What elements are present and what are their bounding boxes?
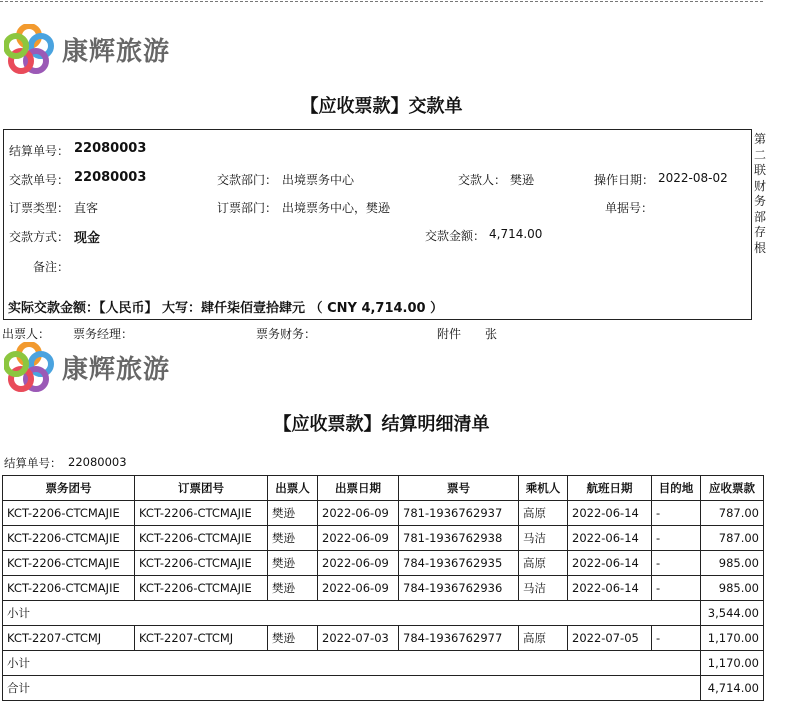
settle-no: 22080003 [74,141,147,156]
copy-label: 第二联财务部存根 [754,132,767,255]
subtotal-row [3,676,764,701]
receipt-no-label: 单据号： [605,201,654,215]
actual-amount: 实际交款金额：【人民币】 大写：肆仟柒佰壹拾肆元 （ CNY 4,714.00 ） [8,301,444,316]
table-cell: KCT-2206-CTCMAJIE [3,551,135,576]
pay-no-label: 交款单号： [9,173,70,187]
payer-label: 交款人： [458,173,507,187]
payer: 樊逊 [510,173,535,187]
table-row [3,551,764,576]
col-header: 目的地 [652,476,701,501]
table-cell: 787.00 [701,501,764,526]
table-cell: KCT-2206-CTCMAJIE [135,576,268,601]
table-cell: 樊逊 [268,551,318,576]
table-cell: 高原 [519,551,568,576]
subtotal-row [3,651,764,676]
table-cell: 樊逊 [268,576,318,601]
table-cell: KCT-2207-CTCMJ [135,626,268,651]
pay-no: 22080003 [74,170,147,185]
table-cell: 2022-06-09 [318,501,399,526]
op-date-label: 操作日期： [594,173,655,187]
pay-method-label: 交款方式： [9,230,70,244]
table-cell: 2022-06-09 [318,551,399,576]
table-row [3,576,764,601]
company-logo [4,24,170,74]
flower-logo-icon [4,342,54,392]
subtotal-value: 1,170.00 [701,651,764,676]
order-type: 直客 [74,201,99,215]
table-cell: 樊逊 [268,501,318,526]
table-cell: 樊逊 [268,626,318,651]
table-cell: 2022-06-14 [568,501,652,526]
remark-label: 备注： [33,260,70,274]
order-dept-label: 订票部门： [217,201,278,215]
table-cell: - [652,551,701,576]
table-row [3,626,764,651]
subtotal-row [3,601,764,626]
col-header: 出票人 [268,476,318,501]
table-cell: - [652,626,701,651]
table-cell: 784-1936762936 [399,576,519,601]
settlement-table [2,475,764,701]
order-type-label: 订票类型： [9,201,70,215]
table-cell: 985.00 [701,576,764,601]
table-cell: 781-1936762937 [399,501,519,526]
col-header: 出票日期 [318,476,399,501]
cut-line [0,1,763,2]
detail-settle-label: 结算单号： [4,456,62,470]
table-cell: 781-1936762938 [399,526,519,551]
table-header-row [3,476,764,501]
detail-title: 【应收票款】结算明细清单 [273,414,490,435]
table-cell: 高原 [519,626,568,651]
pay-method: 现金 [74,231,101,246]
detail-settle-no: 22080003 [68,455,127,469]
table-cell: 2022-06-14 [568,576,652,601]
col-header: 航班日期 [568,476,652,501]
table-cell: 2022-06-09 [318,526,399,551]
table-row [3,526,764,551]
amount: 4,714.00 [489,227,543,241]
table-cell: 高原 [519,501,568,526]
table-cell: 2022-07-05 [568,626,652,651]
table-cell: KCT-2206-CTCMAJIE [135,526,268,551]
pay-dept-label: 交款部门： [217,173,278,187]
subtotal-label: 小计 [3,601,701,626]
table-cell: KCT-2207-CTCMJ [3,626,135,651]
table-cell: 985.00 [701,551,764,576]
table-cell: KCT-2206-CTCMAJIE [135,501,268,526]
company-name: 康辉旅游 [62,36,171,67]
col-header: 应收票款 [701,476,764,501]
subtotal-value: 3,544.00 [701,601,764,626]
table-cell: 784-1936762935 [399,551,519,576]
table-cell: 樊逊 [268,526,318,551]
table-cell: KCT-2206-CTCMAJIE [135,551,268,576]
table-row [3,501,764,526]
table-cell: 2022-06-14 [568,526,652,551]
order-dept: 出境票务中心，樊逊 [282,201,391,215]
amount-label: 交款金额： [425,229,486,243]
settle-no-label: 结算单号： [9,144,70,158]
table-cell: 2022-06-14 [568,551,652,576]
attachment-label: 附件 [437,327,462,341]
company-name-2: 康辉旅游 [62,354,171,385]
table-cell: 马洁 [519,576,568,601]
company-logo-2 [4,342,170,392]
col-header: 票号 [399,476,519,501]
table-cell: KCT-2206-CTCMAJIE [3,501,135,526]
flower-logo-icon [4,24,54,74]
table-cell: 2022-07-03 [318,626,399,651]
table-cell: 1,170.00 [701,626,764,651]
subtotal-label: 小计 [3,651,701,676]
col-header: 乘机人 [519,476,568,501]
table-cell: 784-1936762977 [399,626,519,651]
table-cell: - [652,526,701,551]
table-cell: - [652,501,701,526]
table-cell: - [652,576,701,601]
table-cell: KCT-2206-CTCMAJIE [3,526,135,551]
col-header: 票务团号 [3,476,135,501]
voucher-box [3,129,752,320]
voucher-title: 【应收票款】交款单 [300,96,463,117]
sheets-label: 张 [485,327,498,341]
col-header: 订票团号 [135,476,268,501]
manager-signature: 票务经理： [73,327,134,341]
pay-dept: 出境票务中心 [282,173,355,187]
table-cell: 787.00 [701,526,764,551]
finance-signature: 票务财务： [256,327,317,341]
op-date: 2022-08-02 [658,171,728,185]
subtotal-label: 合计 [3,676,701,701]
table-cell: KCT-2206-CTCMAJIE [3,576,135,601]
table-cell: 马洁 [519,526,568,551]
table-cell: 2022-06-09 [318,576,399,601]
subtotal-value: 4,714.00 [701,676,764,701]
issuer-signature: 出票人： [2,327,51,341]
